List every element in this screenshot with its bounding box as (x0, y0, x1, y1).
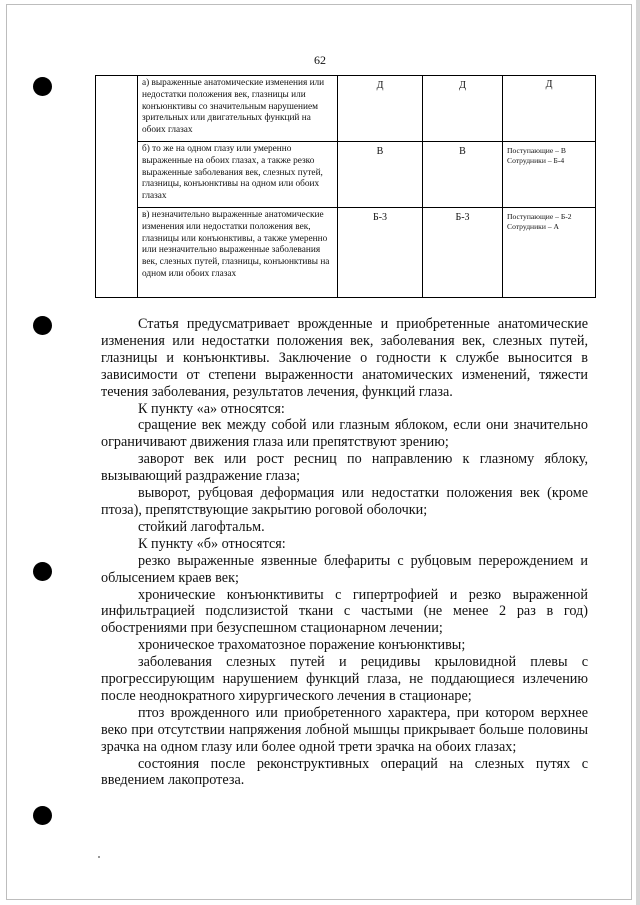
scan-speck (98, 856, 100, 858)
paragraph: К пункту «б» относятся: (138, 535, 286, 552)
table-cell-category: Б-3 (338, 208, 423, 298)
paragraph: птоз врожденного или приобретенного характера, при котором верхнее веко при отсутствии напряжения лобной мышцы прикрывает больше половины зрачка на одном глазу или более одной трети зрачка на обоих глазах; (101, 704, 588, 755)
table-row (96, 76, 596, 142)
binder-hole-icon (33, 562, 52, 581)
page-number: 62 (314, 53, 326, 67)
paragraph: заболевания слезных путей и рецидивы крыловидной плевы с прогрессирующим нарушением функций глаза, не поддающиеся излечению после неоднократного хирургического лечения в стационаре; (101, 654, 588, 704)
category-line-applicants: Поступающие – В (507, 146, 566, 155)
table-cell-category: Д (423, 76, 503, 142)
table-cell-category: В (338, 142, 423, 208)
table-cell-description: в) незначительно выраженные анатомические изменения или недостатки положения век, глазницы или конъюнктивы, а также умеренно или незначительно выраженные заболевания век, слезных путей, глазницы, конъюнктивы на одном или обоих глазах (138, 208, 338, 298)
table-cell-category (503, 208, 596, 298)
category-line-applicants: Поступающие – Б-2 (507, 212, 572, 221)
table-cell-description: а) выраженные анатомические изменения или недостатки положения век, глазницы или конъюнктивы со значительным нарушением зрительных или двигательных функций на обоих глазах (138, 76, 338, 142)
paragraph: хроническое трахоматозное поражение конъюнктивы; (138, 637, 466, 654)
paragraph: выворот, рубцовая деформация или недостатки положения век (кроме птоза), препятствующие закрытию роговой оболочки; (101, 485, 588, 518)
paragraph: состояния после реконструктивных операций на слезных путях с введением лакопротеза. (101, 755, 588, 789)
category-line-employees: Сотрудники – Б-4 (507, 155, 565, 165)
page-edge-shadow (636, 0, 640, 905)
binder-hole-icon (33, 77, 52, 96)
table-row (96, 208, 596, 298)
table-cell-description: б) то же на одном глазу или умеренно выраженные на обоих глазах, а также резко выраженные заболевания век, слезных путей, глазницы, конъюнктивы на одном или обоих глазах (138, 142, 338, 208)
paragraph: резко выраженные язвенные блефариты с рубцовым перерождением и облысением краев век; (101, 552, 588, 586)
paragraph: хронические конъюнктивиты с гипертрофией и резко выраженной инфильтрацией подслизистой ткани с частыми (не менее 2 раз в год) обострениями при безуспешном стационарном лечении; (101, 586, 588, 637)
paragraph: сращение век между собой или глазным яблоком, если они значительно ограничивают движения глаза или препятствуют зрению; (101, 417, 588, 451)
article-number-cell (96, 76, 138, 298)
fitness-categories-table (95, 75, 596, 298)
category-line-employees: Сотрудники – А (507, 221, 560, 231)
paragraph: Статья предусматривает врожденные и приобретенные анатомические изменения или недостатки положения век, заболевания век, слезных путей, глазницы и конъюнктивы. Заключение о годности к службе выносится в зависимости от степени выраженности анатомических изменений, тяжести течения заболевания, результатов лечения, функций глаза. (101, 316, 588, 400)
article-body-text (101, 316, 588, 789)
table-row (96, 142, 596, 208)
table-cell-category: Д (503, 76, 596, 142)
binder-hole-icon (33, 316, 52, 335)
paragraph: заворот век или рост ресниц по направлению к глазному яблоку, вызывающий раздражение глаза; (101, 451, 588, 485)
paragraph: стойкий лагофтальм. (138, 518, 265, 535)
binder-hole-icon (33, 806, 52, 825)
paragraph: К пункту «а» относятся: (138, 400, 285, 417)
table-cell-category (503, 142, 596, 208)
table-cell-category: Б-3 (423, 208, 503, 298)
table-cell-category: В (423, 142, 503, 208)
table-cell-category: Д (338, 76, 423, 142)
